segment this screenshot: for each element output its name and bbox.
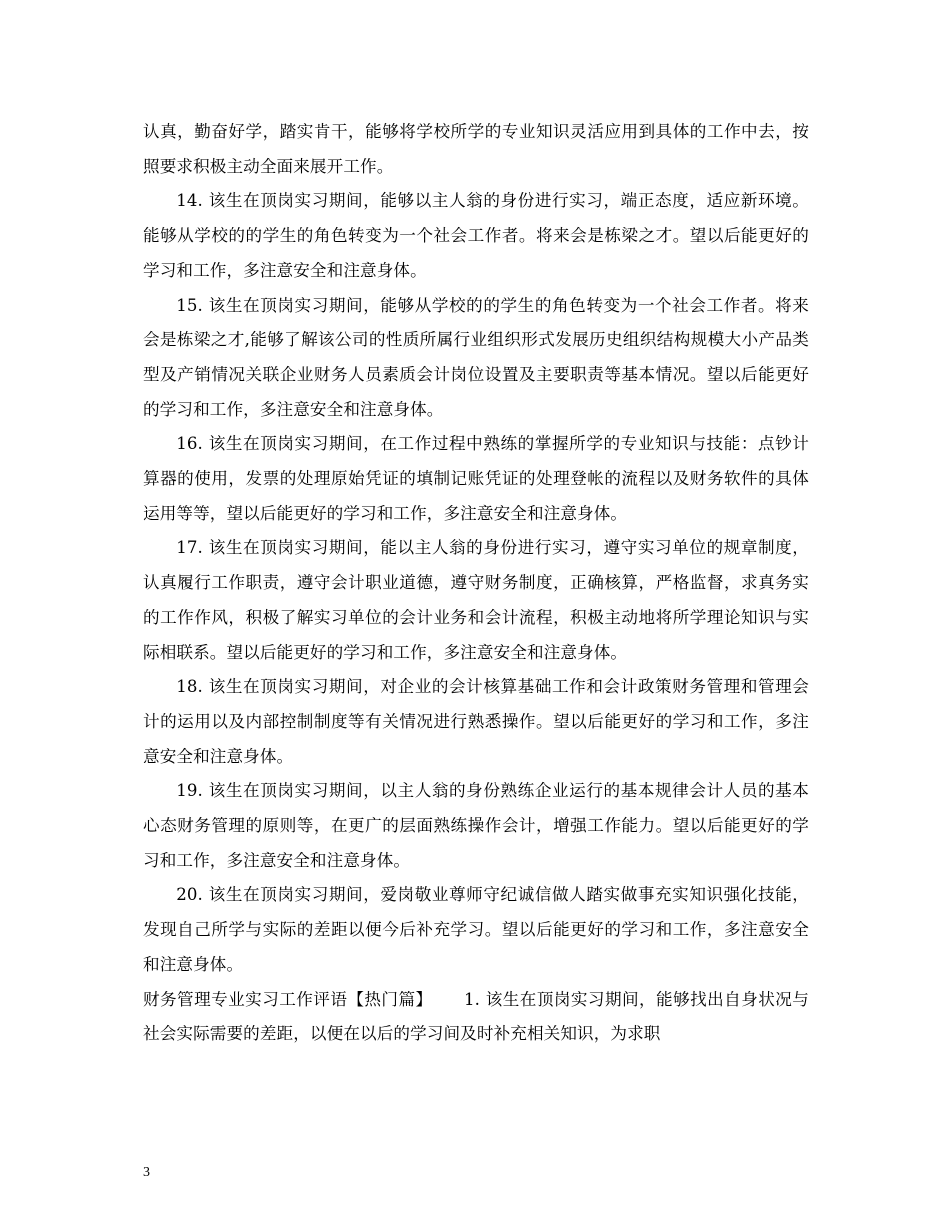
page-number: 3 — [143, 1165, 150, 1180]
paragraph-continuation: 认真，勤奋好学，踏实肯干，能够将学校所学的专业知识灵活应用到具体的工作中去，按照要求积极主动全面来展开工作。 — [143, 122, 809, 176]
paragraph-item-19: 19. 该生在顶岗实习期间，以主人翁的身份熟练企业运行的基本规律会计人员的基本心态财务管理的原则等，在更广的层面熟练操作会计，增强工作能力。望以后能更好的学习和工作，多注意安全和注意身体。 — [143, 781, 809, 870]
paragraph-item-14: 14. 该生在顶岗实习期间，能够以主人翁的身份进行实习，端正态度，适应新环境。能够从学校的的学生的角色转变为一个社会工作者。将来会是栋梁之才。望以后能更好的学习和工作，多注意安全和注意身体。 — [143, 191, 809, 280]
paragraph-item-17: 17. 该生在顶岗实习期间，能以主人翁的身份进行实习，遵守实习单位的规章制度，认真履行工作职责，遵守会计职业道德，遵守财务制度，正确核算，严格监督，求真务实的工作作风，积极了解实习单位的会计业务和会计流程，积极主动地将所学理论知识与实际相联系。望以后能更好的学习和工作，多注意安全和注意身体。 — [143, 538, 809, 662]
paragraph-item-16: 16. 该生在顶岗实习期间，在工作过程中熟练的掌握所学的专业知识与技能：点钞计算器的使用，发票的处理原始凭证的填制记账凭证的处理登帐的流程以及财务软件的具体运用等等，望以后能更好的学习和工作，多注意安全和注意身体。 — [143, 434, 809, 523]
paragraph-item-18: 18. 该生在顶岗实习期间，对企业的会计核算基础工作和会计政策财务管理和管理会计的运用以及内部控制制度等有关情况进行熟悉操作。望以后能更好的学习和工作，多注意安全和注意身体。 — [143, 677, 809, 766]
paragraph-item-20: 20. 该生在顶岗实习期间，爱岗敬业尊师守纪诚信做人踏实做事充实知识强化技能，发现自己所学与实际的差距以便今后补充学习。望以后能更好的学习和工作，多注意安全和注意身体。 — [143, 885, 809, 974]
section-heading-with-item-1: 财务管理专业实习工作评语【热门篇】 1. 该生在顶岗实习期间，能够找出自身状况与社会实际需要的差距，以便在以后的学习间及时补充相关知识，为求职 — [143, 989, 809, 1044]
paragraph-item-15: 15. 该生在顶岗实习期间，能够从学校的的学生的角色转变为一个社会工作者。将来会是栋梁之才,能够了解该公司的性质所属行业组织形式发展历史组织结构规模大小产品类型及产销情况关联企业财务人员素质会计岗位设置及主要职责等基本情况。望以后能更好的学习和工作，多注意安全和注意身体。 — [143, 295, 809, 419]
document-body — [143, 115, 809, 1052]
